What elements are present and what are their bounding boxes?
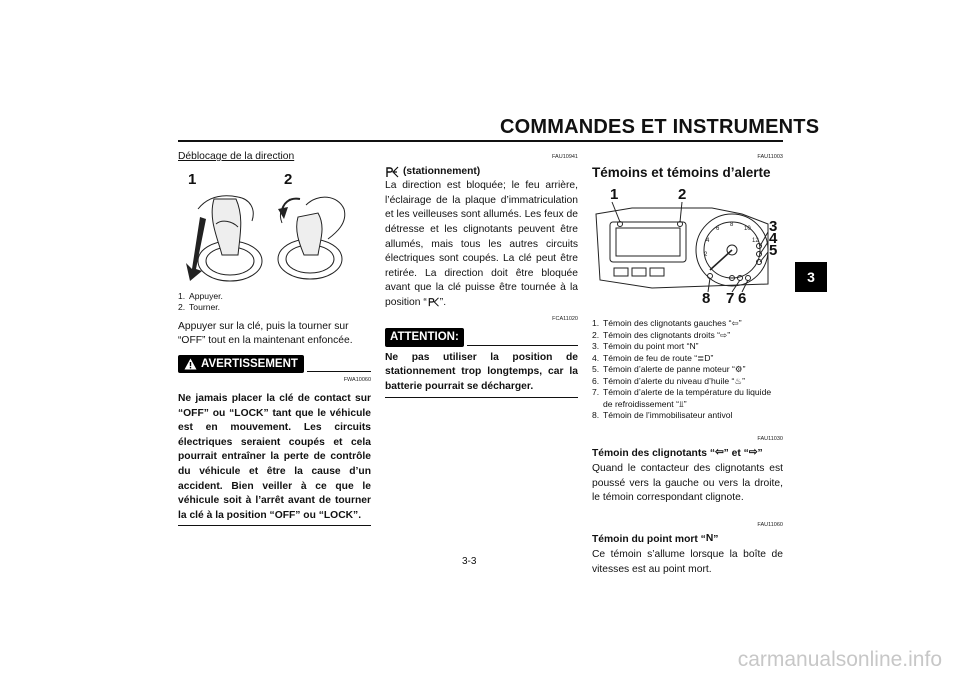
unlock-instructions: Appuyer sur la clé, puis la tourner sur “OFF” tout en la maintenant enfoncée. xyxy=(178,320,353,347)
parking-icon xyxy=(427,297,440,307)
warning-header xyxy=(178,355,371,374)
section-code: FAU10941 xyxy=(552,154,578,160)
column-middle xyxy=(385,150,578,398)
turn-signal-text: Quand le contacteur des clignotants est poussé vers la gauche ou vers la droite, le témoin correspondant clignote. xyxy=(592,463,783,504)
page-number: 3-3 xyxy=(462,556,477,567)
svg-text:2: 2 xyxy=(704,252,708,259)
illustration-label-3: 3 xyxy=(769,218,778,236)
chapter-tab: 3 xyxy=(795,262,827,292)
svg-text:8: 8 xyxy=(730,222,734,229)
attention-text: Ne pas utiliser la position de stationnement trop longtemps, car la batterie pourrait se décharger. xyxy=(385,351,578,392)
instrument-panel-illustration xyxy=(592,184,783,312)
page-header-title: COMMANDES ET INSTRUMENTS xyxy=(500,116,820,138)
illustration-label-2: 2 xyxy=(284,170,293,188)
legend-item: 1. Témoin des clignotants gauches “⇦” xyxy=(592,318,742,329)
high-beam-icon: ≣D xyxy=(697,352,711,363)
legend-item: 8. Témoin de l’immobilisateur antivol xyxy=(592,410,733,421)
indicator-legend xyxy=(592,318,783,422)
legend-item: 6. Témoin d’alerte du niveau d’huile “♨” xyxy=(592,375,745,386)
illustration-label-1: 1 xyxy=(610,186,619,204)
oil-icon: ♨ xyxy=(734,375,743,386)
right-arrow-icon: ⇨ xyxy=(748,447,758,459)
attention-code: FCA11020 xyxy=(552,315,578,322)
warning-triangle-icon xyxy=(184,358,197,370)
turn-signal-heading: Témoin des clignotants “⇦” et “⇨” xyxy=(592,447,763,460)
illustration-legend xyxy=(178,291,371,314)
section-code: FAU11030 xyxy=(757,435,783,442)
watermark: carmanualsonline.info xyxy=(737,648,942,671)
engine-icon: ⚙ xyxy=(734,364,743,375)
legend-item: 3. Témoin du point mort “N” xyxy=(592,341,699,352)
coolant-icon: ⫫ xyxy=(678,398,684,409)
warning-text: Ne jamais placer la clé de contact sur “OFF” ou “LOCK” tant que le véhicule est en mouvement. Les circuits électriques seraient coupés et cela pourrait entraîner la perte de contrôle du véhicule et être la cause d’un accident. Bien veiller à ce que le véhicule soit à l’arrêt avant de tourner la clé à la position “OFF” ou “LOCK”. xyxy=(178,392,371,521)
parking-icon xyxy=(385,166,399,178)
section-code: FAU11060 xyxy=(757,521,783,528)
legend-item: 2. Témoin des clignotants droits “⇨” xyxy=(592,329,731,340)
svg-text:6: 6 xyxy=(716,226,720,233)
illustration-label-6: 6 xyxy=(738,290,747,308)
illustration-label-7: 7 xyxy=(726,290,735,308)
column-left xyxy=(178,150,371,526)
warning-label: AVERTISSEMENT xyxy=(178,355,304,374)
indicators-section-title: Témoins et témoins d’alerte xyxy=(592,164,771,180)
neutral-icon: N xyxy=(705,533,714,545)
attention-header xyxy=(385,328,578,347)
legend-item: 7. Témoin d’alerte de la température du liquide de refroidissement “⫫” xyxy=(592,387,772,409)
left-arrow-icon: ⇦ xyxy=(715,447,724,459)
legend-item: 2. Tourner. xyxy=(178,302,221,313)
attention-label: ATTENTION: xyxy=(385,328,464,347)
key-turn-drawing xyxy=(178,169,371,287)
illustration-label-2: 2 xyxy=(678,186,687,204)
illustration-label-5: 5 xyxy=(769,242,778,260)
svg-text:10: 10 xyxy=(744,226,751,233)
parking-heading: (stationnement) xyxy=(385,165,578,180)
warning-end-rule xyxy=(178,525,371,526)
instrument-panel-drawing xyxy=(592,184,783,312)
svg-text:4: 4 xyxy=(706,238,710,245)
right-arrow-icon: ⇨ xyxy=(720,329,728,340)
left-arrow-icon: ⇦ xyxy=(731,318,739,329)
illustration-label-1: 1 xyxy=(188,170,197,188)
header-rule xyxy=(178,140,783,142)
attention-end-rule xyxy=(385,397,578,398)
key-illustration xyxy=(178,169,371,287)
parking-description: La direction est bloquée; le feu arrière, l’éclairage de la plaque d’immatriculation et les veilleuses sont allumés. Les feux de détresse et les clignotants peuvent être allumés, mais tous les autres circuits électriques sont coupés. La clé peut être retirée. La direction doit être bloquée avant que la clé puisse être tournée à la position “ ”. xyxy=(385,180,578,308)
steering-unlock-heading: Déblocage de la direction xyxy=(178,151,295,162)
illustration-label-8: 8 xyxy=(702,290,711,308)
legend-item: 1. Appuyer. xyxy=(178,290,223,301)
legend-item: 5. Témoin d’alerte de panne moteur “⚙” xyxy=(592,364,746,375)
svg-text:12: 12 xyxy=(752,238,759,245)
legend-item: 4. Témoin de feu de route “≣D” xyxy=(592,352,714,363)
neutral-heading: Témoin du point mort “N” xyxy=(592,533,719,546)
neutral-icon: N xyxy=(689,341,696,352)
section-code: FAU11003 xyxy=(757,154,783,160)
illustration-label-4: 4 xyxy=(769,230,778,248)
warning-code: FWA10060 xyxy=(343,377,371,384)
neutral-text: Ce témoin s’allume lorsque la boîte de vitesses est au point mort. xyxy=(592,548,783,575)
column-right xyxy=(592,150,783,577)
